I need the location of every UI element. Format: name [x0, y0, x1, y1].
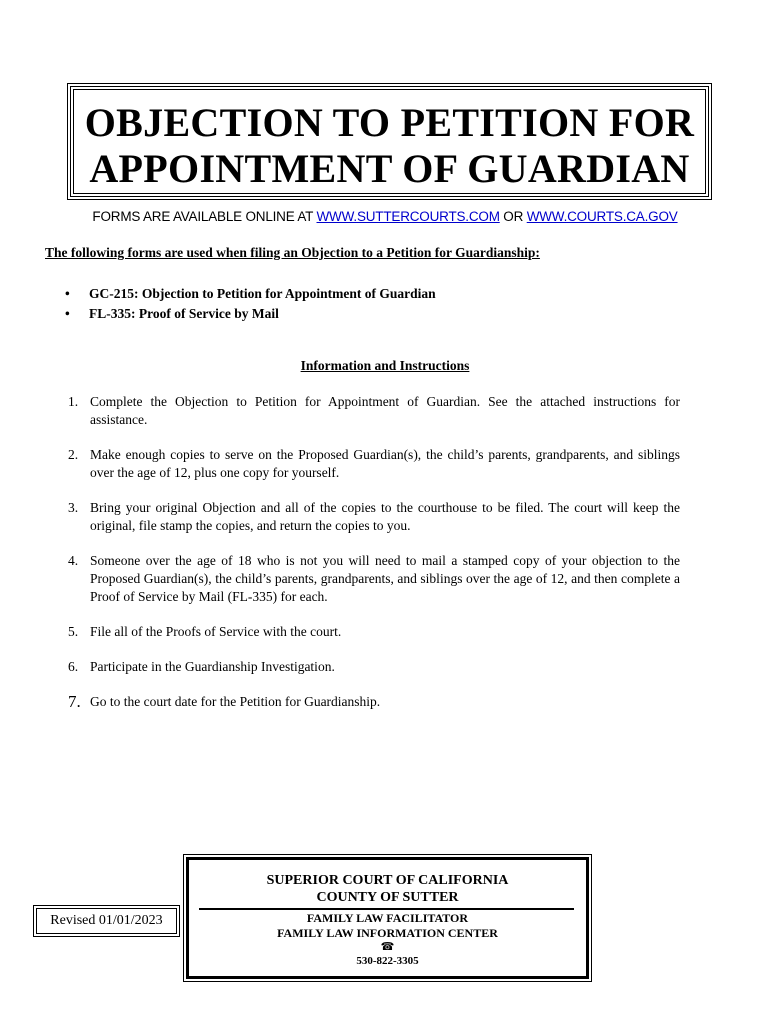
facilitator-label: FAMILY LAW FACILITATOR [306, 911, 469, 925]
step-item [68, 623, 680, 641]
title-line-1: OBJECTION TO PETITION FOR [84, 100, 695, 145]
step-item [68, 393, 680, 429]
step-number: 6. [68, 659, 79, 674]
instructions-list [68, 393, 680, 711]
info-center-label: FAMILY LAW INFORMATION CENTER [277, 926, 498, 940]
instructions-heading: Information and Instructions [300, 358, 470, 373]
step-text: Bring your original Objection and all of the copies to the courthouse to be filed. The court will keep the original, file stamp the copies, and return the copies to you. [90, 500, 680, 533]
step-number: 7. [68, 692, 81, 711]
step-number: 1. [68, 394, 79, 409]
forms-lead-text: The following forms are used when filing an Objection to a Petition for Guardianship: [45, 245, 540, 260]
title-line-2: APPOINTMENT OF GUARDIAN [89, 146, 690, 191]
step-item [68, 693, 680, 711]
court-name: SUPERIOR COURT OF CALIFORNIA [266, 873, 509, 888]
step-item [68, 552, 680, 606]
step-item [68, 658, 680, 676]
step-text: Make enough copies to serve on the Proposed Guardian(s), the child’s parents, grandparents, and siblings over the age of 12, plus one copy for yourself. [90, 447, 680, 480]
step-number: 4. [68, 553, 79, 568]
bullet-icon: • [65, 286, 70, 301]
form-item-label: GC-215: Objection to Petition for Appointment of Guardian [89, 286, 436, 301]
county-name: COUNTY OF SUTTER [316, 890, 459, 905]
step-number: 2. [68, 447, 79, 462]
forms-availability-line [0, 209, 770, 224]
title-box [67, 83, 712, 200]
availability-prefix: FORMS ARE AVAILABLE ONLINE AT [92, 209, 317, 224]
form-item-gc-215 [65, 284, 436, 304]
forms-list [65, 284, 436, 324]
phone-number: 530-822-3305 [356, 955, 419, 967]
divider [199, 908, 574, 910]
step-text: Complete the Objection to Petition for Appointment of Guardian. See the attached instructions for assistance. [90, 394, 680, 427]
step-number: 5. [68, 624, 79, 639]
step-item [68, 499, 680, 535]
telephone-icon: ☎ [380, 941, 395, 953]
courts-ca-gov-link[interactable]: WWW.COURTS.CA.GOV [526, 209, 678, 224]
step-text: Someone over the age of 18 who is not you will need to mail a stamped copy of your objection to the Proposed Guardian(s), the child’s parents, grandparents, and siblings over the age of 12, and then complete a Proof of Service by Mail (FL-335) for each. [90, 553, 680, 604]
availability-middle: OR [499, 209, 527, 224]
step-text: Go to the court date for the Petition for Guardianship. [90, 694, 381, 709]
form-item-fl-335 [65, 304, 436, 324]
form-item-label: FL-335: Proof of Service by Mail [89, 306, 279, 321]
step-text: File all of the Proofs of Service with the court. [90, 624, 342, 639]
step-number: 3. [68, 500, 79, 515]
step-item [68, 446, 680, 482]
revised-date-box: Revised 01/01/2023 [36, 908, 177, 934]
suttercourts-link[interactable]: WWW.SUTTERCOURTS.COM [316, 209, 500, 224]
step-text: Participate in the Guardianship Investigation. [90, 659, 335, 674]
bullet-icon: • [65, 306, 70, 321]
court-info-box [186, 857, 589, 979]
